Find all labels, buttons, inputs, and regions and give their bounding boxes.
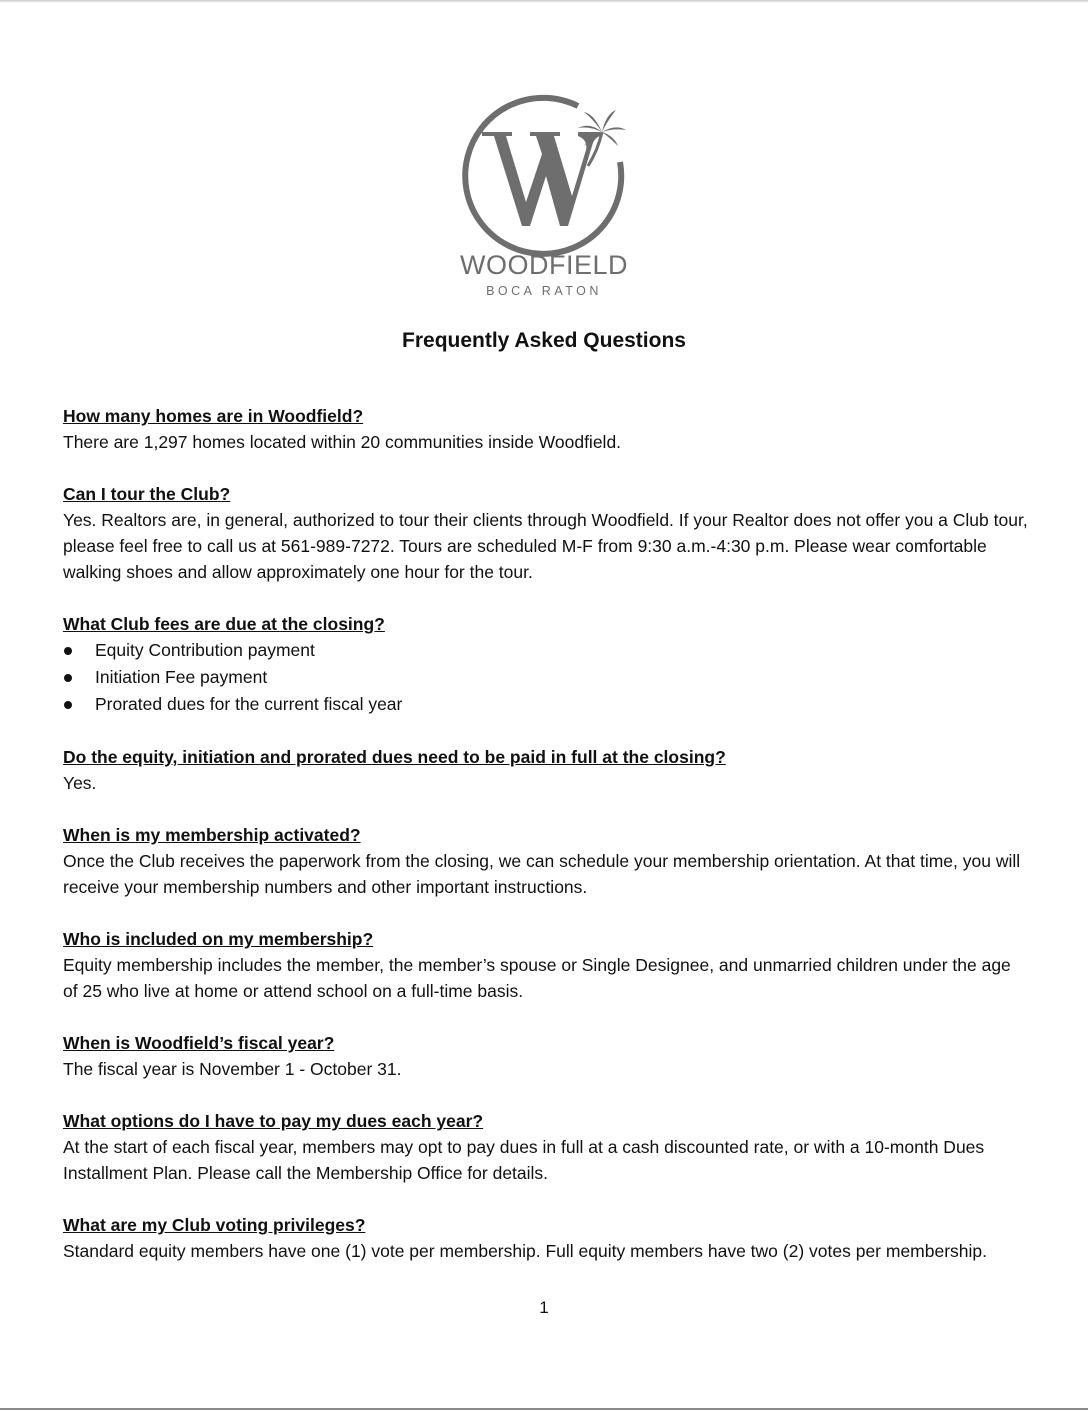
faq-question: Do the equity, initiation and prorated dues need to be paid in full at the closing? [63,747,726,767]
bullet-icon [64,674,72,682]
faq-question: What Club fees are due at the closing? [63,614,385,634]
faq-item [63,481,1028,585]
faq-question: How many homes are in Woodfield? [63,406,364,426]
bullet-icon [64,701,72,709]
faq-question: What are my Club voting privileges? [63,1215,366,1235]
faq-item [63,926,1028,1004]
faq-question: Can I tour the Club? [63,484,231,504]
faq-answer: There are 1,297 homes located within 20 communities inside Woodfield. [63,432,622,452]
list-item-text: Prorated dues for the current fiscal year [95,694,403,714]
faq-item [63,403,1028,455]
faq-item [63,1030,1028,1082]
faq-answer: Equity membership includes the member, the member’s spouse or Single Designee, and unmarried children under the age of 25 who live at home or attend school on a full-time basis. [63,955,1011,1001]
list-item [63,691,1028,718]
logo-brand-name: WOODFIELD [459,250,628,280]
list-item [63,637,1028,664]
page-title: Frequently Asked Questions [402,329,686,352]
faq-answer: Standard equity members have one (1) vote per membership. Full equity members have two (2) votes per membership. [63,1241,988,1261]
faq-answer: The fiscal year is November 1 - October 31. [63,1059,402,1079]
faq-question: When is Woodfield’s fiscal year? [63,1033,335,1053]
page-number: 1 [539,1298,549,1317]
faq-question: Who is included on my membership? [63,929,374,949]
faq-answer: Once the Club receives the paperwork from the closing, we can schedule your membership orientation. At that time, you will receive your membership numbers and other important instructions. [63,851,1021,897]
list-item-text: Initiation Fee payment [95,667,268,687]
closing-fees-list [63,637,1028,718]
faq-answer: Yes. Realtors are, in general, authorized to tour their clients through Woodfield. If your Realtor does not offer you a Club tour, please feel free to call us at 561-989-7272. Tours are scheduled M-F from 9:30 a.m.-4:30 p.m. Please wear comfortable walking shoes and allow approximately one hour for the tour. [63,510,1028,582]
faq-question: What options do I have to pay my dues each year? [63,1111,484,1131]
faq-list [63,403,1028,1290]
faq-question: When is my membership activated? [63,825,361,845]
faq-item [63,1212,1028,1264]
page-top-edge [0,0,1088,3]
faq-item [63,1108,1028,1186]
faq-item [63,611,1028,718]
list-item-text: Equity Contribution payment [95,640,315,660]
woodfield-logo [444,92,644,302]
list-item [63,664,1028,691]
faq-item [63,744,1028,796]
faq-answer: Yes. [63,773,97,793]
logo-brand-location: BOCA RATON [486,284,602,298]
woodfield-w-palm-emblem-icon [460,92,628,260]
faq-item [63,822,1028,900]
faq-answer: At the start of each fiscal year, members may opt to pay dues in full at a cash discounted rate, or with a 10-month Dues Installment Plan. Please call the Membership Office for details. [63,1137,985,1183]
bullet-icon [64,647,72,655]
